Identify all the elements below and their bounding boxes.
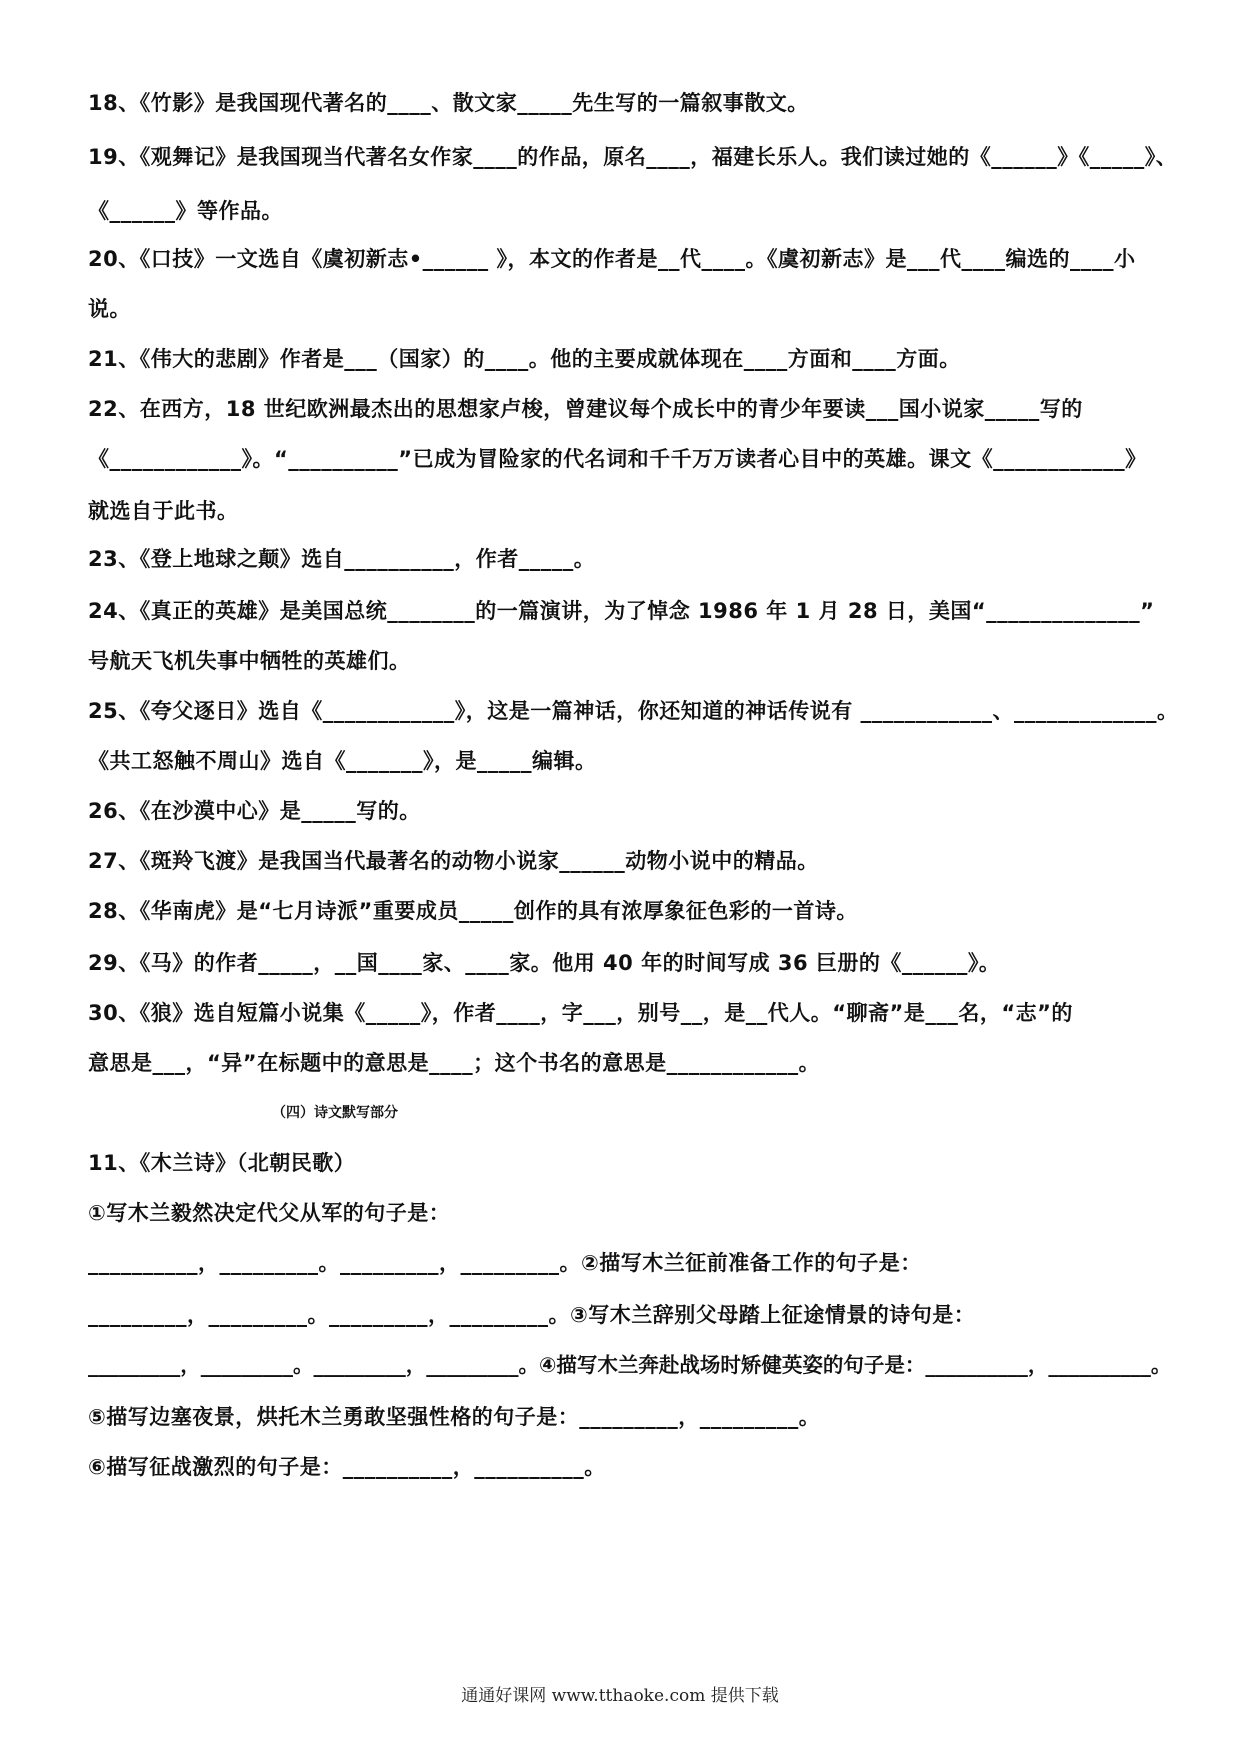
question-19: 19、《观舞记》是我国现当代著名女作家____的作品，原名____，福建长乐人。我们读过她的《______》《_____》、 <box>88 145 1178 169</box>
question-19-cont: 《______》等作品。 <box>88 199 283 223</box>
question-20: 20、《口技》一文选自《虞初新志•______ 》，本文的作者是__代____。《虞初新志》是___代____编选的____小 <box>88 247 1136 271</box>
question-30-cont: 意思是___，“异”在标题中的意思是____；这个书名的意思是____________。 <box>88 1051 821 1075</box>
question-22-cont: 《____________》。“__________”已成为冒险家的代名词和千千万万读者心目中的英雄。课文《____________》 <box>88 447 1147 471</box>
poem-title: 11、《木兰诗》（北朝民歌） <box>88 1151 356 1175</box>
question-22-cont2: 就选自于此书。 <box>88 499 239 523</box>
question-26: 26、《在沙漠中心》是_____写的。 <box>88 799 421 823</box>
question-30: 30、《狼》选自短篇小说集《_____》，作者____，字___，别号__，是__代人。“聊斋”是___名，“志”的 <box>88 1001 1073 1025</box>
question-25: 25、《夸父逐日》选自《____________》，这是一篇神话，你还知道的神话传说有 ____________、_____________。 <box>88 699 1179 723</box>
question-21: 21、《伟大的悲剧》作者是___（国家）的____。他的主要成就体现在____方面和____方面。 <box>88 347 961 371</box>
poem-prompt-5: ⑤描写边塞夜景，烘托木兰勇敢坚强性格的句子是：_________，_________。 <box>88 1405 821 1429</box>
question-18: 18、《竹影》是我国现代著名的____、散文家_____先生写的一篇叙事散文。 <box>88 91 809 115</box>
question-29: 29、《马》的作者_____，__国____家、____家。他用 40 年的时间写成 36 巨册的《______》。 <box>88 951 1001 975</box>
question-23: 23、《登上地球之颠》选自__________，作者_____。 <box>88 547 596 571</box>
page-footer: 通通好课网 www.tthaoke.com 提供下载 <box>461 1686 779 1706</box>
poem-prompt-1: ①写木兰毅然决定代父从军的句子是： <box>88 1201 451 1225</box>
question-24-cont: 号航天飞机失事中牺牲的英雄们。 <box>88 649 411 673</box>
question-22: 22、在西方，18 世纪欧洲最杰出的思想家卢梭，曾建议每个成长中的青少年要读___国小说家_____写的 <box>88 397 1083 421</box>
question-28: 28、《华南虎》是“七月诗派”重要成员_____创作的具有浓厚象征色彩的一首诗。 <box>88 899 858 923</box>
question-24: 24、《真正的英雄》是美国总统________的一篇演讲，为了悼念 1986 年 1 月 28 日，美国“______________” <box>88 599 1155 623</box>
question-27: 27、《斑羚飞渡》是我国当代最著名的动物小说家______动物小说中的精品。 <box>88 849 819 873</box>
poem-answer-line-1: __________，_________。_________，_________。②描写木兰征前准备工作的句子是： <box>88 1251 922 1275</box>
poem-answer-line-2: _________，_________。_________，_________。③写木兰辞别父母踏上征途情景的诗句是： <box>88 1303 976 1327</box>
poem-answer-line-3: _________，_________。_________，_________。④描写木兰奔赴战场时矫健英姿的句子是：__________，__________。 <box>88 1353 1172 1377</box>
question-25-cont: 《共工怒触不周山》选自《_______》，是_____编辑。 <box>88 749 597 773</box>
question-20-cont: 说。 <box>88 297 131 321</box>
section-heading: （四）诗文默写部分 <box>272 1105 398 1121</box>
poem-prompt-6: ⑥描写征战激烈的句子是：__________，__________。 <box>88 1455 606 1479</box>
